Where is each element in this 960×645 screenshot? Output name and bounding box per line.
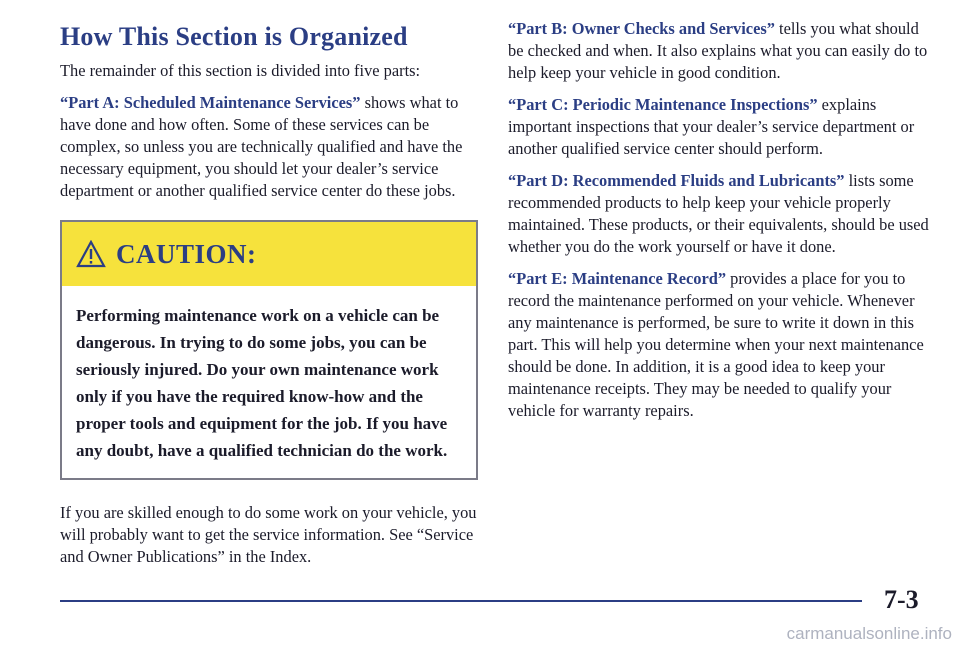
part-b-paragraph	[508, 18, 933, 84]
caution-box	[60, 220, 478, 480]
intro-text: The remainder of this section is divided into five parts:	[60, 61, 421, 80]
part-c-paragraph	[508, 94, 933, 160]
right-column	[508, 18, 933, 432]
part-b-text: tells you what should be checked and when. It also explains what you can easily do to help keep your vehicle in good condition.	[508, 19, 928, 82]
part-a-paragraph	[60, 92, 480, 202]
caution-title: CAUTION:	[116, 238, 257, 269]
service-info-paragraph: If you are skilled enough to do some work on your vehicle, you will probably want to get the service information. See “Service and Owner Publications” in the Index.	[60, 503, 477, 566]
part-e-heading: “Part E: Maintenance Record”	[508, 269, 727, 288]
caution-body: Performing maintenance work on a vehicle can be dangerous. In trying to do some jobs, you can be seriously injured. Do your own maintenance work only if you have the required know-how and the proper tools and equipment for the job. If you have any doubt, have a qualified technician do the work.	[76, 306, 448, 460]
caution-header	[62, 222, 476, 286]
part-b-heading: “Part B: Owner Checks and Services”	[508, 19, 775, 38]
section-title: How This Section is Organized	[60, 22, 408, 51]
part-c-heading: “Part C: Periodic Maintenance Inspections”	[508, 95, 818, 114]
part-d-text: lists some recommended products to help keep your vehicle properly maintained. These products, or their equivalents, should be used whether you do the work yourself or have it done.	[508, 171, 929, 256]
part-e-text: provides a place for you to record the maintenance performed on your vehicle. Whenever any maintenance is performed, be sure to write it down in this part. This will help you determine when your next maintenance should be done. In addition, it is a good idea to keep your maintenance receipts. They may be needed to qualify your vehicle for warranty repairs.	[508, 269, 924, 420]
warning-triangle-icon	[76, 240, 106, 268]
watermark: carmanualsonline.info	[786, 624, 952, 643]
part-c-text: explains important inspections that your dealer’s service department or another qualified service center should perform.	[508, 95, 915, 158]
part-a-text: shows what to have done and how often. Some of these services can be complex, so unless you are technically qualified and have the necessary equipment, you should let your dealer’s service department or another qualified service center do these jobs.	[60, 93, 463, 200]
page-number: 7-3	[884, 585, 919, 614]
part-d-paragraph	[508, 170, 933, 258]
part-a-heading: “Part A: Scheduled Maintenance Services”	[60, 93, 361, 112]
part-d-heading: “Part D: Recommended Fluids and Lubricants”	[508, 171, 845, 190]
footer-rule	[60, 600, 862, 602]
left-column	[60, 22, 480, 568]
part-e-paragraph	[508, 268, 933, 422]
